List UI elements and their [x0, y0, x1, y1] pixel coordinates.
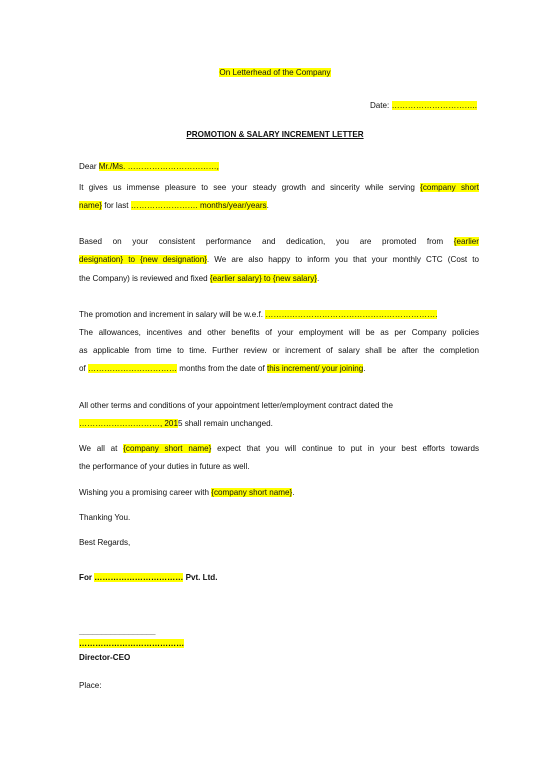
paragraph-4-line-1: All other terms and conditions of your appointment letter/employment contract dated the — [79, 401, 394, 410]
regards-line: Best Regards, — [79, 538, 131, 547]
signatory-name: ………………………………… — [79, 639, 185, 648]
date-line: Date: ………………………….. — [369, 101, 477, 110]
salutation: Dear Mr./Ms. ……………………………, — [79, 162, 219, 171]
place-line: Place: — [79, 681, 102, 690]
paragraph-5-line-1: We all at {company short name} expect that you will continue to put in your best efforts towards — [79, 444, 479, 453]
paragraph-2-line-3: the Company) is reviewed and fixed {earlier salary} to {new salary}. — [79, 274, 320, 283]
signatory-designation: Director-CEO — [79, 653, 131, 662]
for-company-line: For …………………………… Pvt. Ltd. — [79, 573, 218, 582]
paragraph-3-line-1: The promotion and increment in salary will be w.e.f. ………………………………………………………. — [79, 310, 438, 319]
paragraph-3-line-3: as applicable from time to time. Further review or increment of salary shall be after the completion — [79, 346, 479, 355]
date-placeholder: ………………………….. — [391, 101, 477, 110]
letter-title: PROMOTION & SALARY INCREMENT LETTER — [186, 130, 364, 139]
recipient-placeholder: Mr./Ms. ……………………………, — [98, 162, 219, 171]
paragraph-4-line-2: …………………………, 2015 shall remain unchanged. — [79, 419, 273, 428]
company-name-placeholder: …………………………… — [94, 573, 184, 582]
paragraph-1-line-1: It gives us immense pleasure to see your steady growth and sincerity while serving {company short — [79, 183, 479, 192]
letterhead-note: On Letterhead of the Company — [219, 68, 331, 77]
paragraph-2-line-1: Based on your consistent performance and dedication, you are promoted from {earlier — [79, 237, 479, 246]
paragraph-3-line-2: The allowances, incentives and other benefits of your employment will be as per Company policies — [79, 328, 479, 337]
paragraph-2-line-2: designation} to {new designation}. We are also happy to inform you that your monthly CTC (Cost to — [79, 255, 479, 264]
thanking-line: Thanking You. — [79, 513, 131, 522]
paragraph-5-line-2: the performance of your duties in future as well. — [79, 462, 250, 471]
signature-line: _________________ — [79, 627, 156, 636]
paragraph-6: Wishing you a promising career with {company short name}. — [79, 488, 295, 497]
paragraph-3-line-4: of …………………………… months from the date of this increment/ your joining. — [79, 364, 366, 373]
paragraph-1-line-2: name} for last ……………………. months/year/years. — [79, 201, 269, 210]
